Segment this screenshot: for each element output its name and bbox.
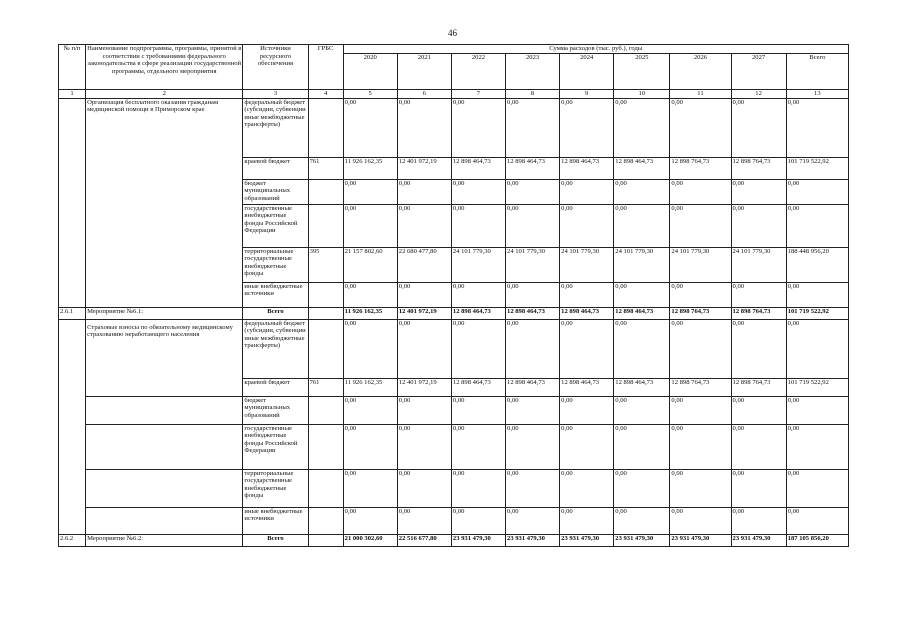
value-cell: 21 157 802,60 (343, 247, 397, 282)
total-value-cell: 12 898 464,73 (560, 307, 614, 319)
col-number: 3 (243, 90, 308, 99)
value-cell: 188 448 956,20 (786, 247, 848, 282)
value-cell: 0,00 (614, 507, 670, 534)
value-cell: 0,00 (451, 204, 505, 247)
grbs-cell (308, 179, 343, 204)
table-row (59, 396, 849, 424)
program-name: Организация бесплатного оказания гражданам медицинской помощи в Приморском крае (86, 98, 243, 307)
value-cell: 0,00 (506, 204, 560, 247)
col-number: 11 (670, 90, 731, 99)
value-cell: 0,00 (343, 179, 397, 204)
value-cell: 0,00 (731, 179, 786, 204)
num-cell (59, 98, 86, 307)
value-cell: 0,00 (670, 179, 731, 204)
grbs-cell (308, 319, 343, 378)
col-number: 12 (731, 90, 786, 99)
grbs-cell (308, 469, 343, 507)
value-cell: 0,00 (343, 469, 397, 507)
total-value-cell: 187 105 856,20 (786, 534, 848, 546)
empty-name-cell (86, 507, 243, 534)
value-cell: 0,00 (670, 319, 731, 378)
header-source: Источники ресурсного обеспечения (243, 45, 308, 90)
value-cell: 0,00 (506, 319, 560, 378)
value-cell: 0,00 (614, 319, 670, 378)
value-cell: 0,00 (506, 396, 560, 424)
value-cell: 0,00 (731, 98, 786, 157)
empty-name-cell (86, 469, 243, 507)
total-value-cell: 23 931 479,30 (506, 534, 560, 546)
grbs-cell (308, 424, 343, 469)
grbs-cell (308, 396, 343, 424)
value-cell: 0,00 (614, 98, 670, 157)
value-cell: 0,00 (343, 282, 397, 307)
total-value-cell: 12 401 972,19 (397, 307, 451, 319)
empty-name-cell (86, 396, 243, 424)
value-cell: 0,00 (397, 469, 451, 507)
value-cell: 0,00 (451, 469, 505, 507)
value-cell: 0,00 (506, 179, 560, 204)
value-cell: 12 898 464,73 (451, 157, 505, 179)
value-cell: 12 898 464,73 (506, 157, 560, 179)
value-cell: 24 101 779,30 (451, 247, 505, 282)
value-cell: 0,00 (560, 282, 614, 307)
source-cell: краевой бюджет (243, 378, 308, 396)
year-cell: Всего (786, 54, 848, 90)
value-cell: 12 898 464,73 (614, 378, 670, 396)
value-cell: 12 401 972,19 (397, 157, 451, 179)
value-cell: 0,00 (731, 396, 786, 424)
value-cell: 0,00 (397, 319, 451, 378)
table-row (59, 424, 849, 469)
col-number: 10 (614, 90, 670, 99)
empty-name-cell (86, 424, 243, 469)
source-cell: бюджет муниципальных образований (243, 179, 308, 204)
value-cell: 12 898 464,73 (451, 378, 505, 396)
total-value-cell: 101 719 522,92 (786, 307, 848, 319)
value-cell: 0,00 (451, 424, 505, 469)
value-cell: 0,00 (560, 319, 614, 378)
value-cell: 0,00 (451, 179, 505, 204)
value-cell: 12 401 972,19 (397, 378, 451, 396)
value-cell: 0,00 (670, 469, 731, 507)
value-cell: 0,00 (670, 98, 731, 157)
value-cell: 0,00 (614, 179, 670, 204)
value-cell: 101 719 522,92 (786, 378, 848, 396)
value-cell: 0,00 (786, 98, 848, 157)
year-cell: 2027 (731, 54, 786, 90)
source-cell: территориальные государственные внебюджетные фонды (243, 469, 308, 507)
value-cell: 12 898 464,73 (506, 378, 560, 396)
col-number: 5 (343, 90, 397, 99)
total-value-cell: 23 931 479,30 (670, 534, 731, 546)
budget-table (58, 44, 849, 547)
value-cell: 0,00 (397, 179, 451, 204)
value-cell: 0,00 (343, 396, 397, 424)
table-row (59, 319, 849, 378)
value-cell: 0,00 (560, 98, 614, 157)
value-cell: 0,00 (786, 507, 848, 534)
value-cell: 0,00 (451, 98, 505, 157)
source-cell: краевой бюджет (243, 157, 308, 179)
total-value-cell: 12 898 464,73 (506, 307, 560, 319)
value-cell: 0,00 (560, 396, 614, 424)
value-cell: 0,00 (397, 424, 451, 469)
value-cell: 12 898 464,73 (614, 157, 670, 179)
value-cell: 12 898 764,73 (731, 378, 786, 396)
item-title: Мероприятие №6.1: (86, 307, 243, 319)
value-cell: 0,00 (560, 507, 614, 534)
value-cell: 12 898 764,73 (731, 157, 786, 179)
source-cell: бюджет муниципальных образований (243, 396, 308, 424)
grbs-cell (308, 98, 343, 157)
value-cell: 0,00 (397, 396, 451, 424)
value-cell: 0,00 (343, 507, 397, 534)
value-cell: 12 898 764,73 (670, 157, 731, 179)
value-cell: 0,00 (731, 282, 786, 307)
value-cell: 0,00 (614, 469, 670, 507)
col-number: 2 (86, 90, 243, 99)
value-cell: 0,00 (560, 204, 614, 247)
value-cell: 0,00 (614, 204, 670, 247)
value-cell: 24 101 779,30 (731, 247, 786, 282)
value-cell: 0,00 (614, 396, 670, 424)
total-label: Всего (243, 534, 308, 546)
value-cell: 0,00 (560, 469, 614, 507)
value-cell: 0,00 (614, 282, 670, 307)
value-cell: 0,00 (451, 507, 505, 534)
header-grbs: ГРБС (308, 45, 343, 90)
total-value-cell: 22 516 677,80 (397, 534, 451, 546)
col-number: 6 (397, 90, 451, 99)
value-cell: 0,00 (451, 396, 505, 424)
measure-name-text: Страховые взносы по обязательному медицинскому страхованию неработающего населения (87, 323, 233, 339)
value-cell: 0,00 (786, 282, 848, 307)
grbs-cell (308, 507, 343, 534)
value-cell: 101 719 522,92 (786, 157, 848, 179)
value-cell: 0,00 (451, 282, 505, 307)
value-cell: 0,00 (451, 319, 505, 378)
col-number: 13 (786, 90, 848, 99)
value-cell: 0,00 (343, 319, 397, 378)
year-cell: 2022 (451, 54, 505, 90)
total-value-cell: 12 898 764,73 (670, 307, 731, 319)
year-cell: 2021 (397, 54, 451, 90)
value-cell: 0,00 (397, 204, 451, 247)
value-cell: 0,00 (343, 98, 397, 157)
value-cell: 0,00 (786, 179, 848, 204)
total-value-cell: 21 000 302,60 (343, 534, 397, 546)
value-cell: 12 898 464,73 (560, 157, 614, 179)
year-cell: 2024 (560, 54, 614, 90)
value-cell: 0,00 (731, 204, 786, 247)
value-cell: 0,00 (397, 282, 451, 307)
value-cell: 0,00 (670, 204, 731, 247)
source-cell: территориальные государственные внебюджетные фонды (243, 247, 308, 282)
total-value-cell: 23 931 479,30 (451, 534, 505, 546)
grbs-cell: 761 (308, 157, 343, 179)
value-cell: 24 101 779,30 (670, 247, 731, 282)
value-cell: 11 926 162,35 (343, 157, 397, 179)
total-value-cell: 12 898 764,73 (731, 307, 786, 319)
table-row (59, 98, 849, 157)
value-cell: 0,00 (397, 507, 451, 534)
value-cell: 24 101 779,30 (614, 247, 670, 282)
value-cell: 0,00 (731, 424, 786, 469)
grbs-cell (308, 534, 343, 546)
col-number: 7 (451, 90, 505, 99)
value-cell: 0,00 (506, 469, 560, 507)
value-cell: 0,00 (506, 424, 560, 469)
value-cell: 0,00 (397, 98, 451, 157)
value-cell: 0,00 (670, 507, 731, 534)
table-row-total (59, 307, 849, 319)
value-cell: 11 926 162,35 (343, 378, 397, 396)
value-cell: 0,00 (670, 396, 731, 424)
source-cell: иные внебюджетные источники (243, 507, 308, 534)
page-number: 46 (448, 28, 457, 38)
value-cell: 0,00 (786, 424, 848, 469)
source-cell: иные внебюджетные источники (243, 282, 308, 307)
value-cell: 0,00 (343, 424, 397, 469)
header-num: № п/п (59, 45, 86, 90)
total-value-cell: 11 926 162,35 (343, 307, 397, 319)
source-cell: государственные внебюджетные фонды Российской Федерации (243, 424, 308, 469)
grbs-cell: 761 (308, 378, 343, 396)
table-row (59, 469, 849, 507)
total-value-cell: 12 898 464,73 (614, 307, 670, 319)
header-row (59, 45, 849, 54)
year-cell: 2025 (614, 54, 670, 90)
source-cell: федеральный бюджет (субсидии, субвенции иные межбюджетные трансферты) (243, 319, 308, 378)
value-cell: 0,00 (343, 204, 397, 247)
value-cell: 0,00 (670, 282, 731, 307)
measure-name (86, 319, 243, 396)
value-cell: 0,00 (614, 424, 670, 469)
value-cell: 0,00 (786, 396, 848, 424)
value-cell: 0,00 (731, 507, 786, 534)
num-cell (59, 319, 86, 534)
source-cell: государственные внебюджетные фонды Российской Федерации (243, 204, 308, 247)
value-cell: 0,00 (506, 507, 560, 534)
value-cell: 24 101 779,30 (560, 247, 614, 282)
value-cell: 0,00 (786, 469, 848, 507)
col-number: 1 (59, 90, 86, 99)
item-title: Мероприятие №6.2: (86, 534, 243, 546)
grbs-cell (308, 307, 343, 319)
col-number: 9 (560, 90, 614, 99)
value-cell: 0,00 (731, 319, 786, 378)
value-cell: 0,00 (560, 179, 614, 204)
value-cell: 12 898 764,73 (670, 378, 731, 396)
item-number: 2.6.1 (59, 307, 86, 319)
total-value-cell: 12 898 464,73 (451, 307, 505, 319)
value-cell: 0,00 (731, 469, 786, 507)
total-value-cell: 23 931 479,30 (731, 534, 786, 546)
value-cell: 12 898 464,73 (560, 378, 614, 396)
value-cell: 0,00 (786, 319, 848, 378)
header-sum-title: Сумма расходов (тыс. руб.), годы (343, 45, 848, 54)
value-cell: 24 101 779,30 (506, 247, 560, 282)
value-cell: 0,00 (670, 424, 731, 469)
value-cell: 0,00 (506, 282, 560, 307)
item-number: 2.6.2 (59, 534, 86, 546)
source-cell: федеральный бюджет (субсидии, субвенции иные межбюджетные трансферты) (243, 98, 308, 157)
value-cell: 0,00 (506, 98, 560, 157)
total-value-cell: 23 931 479,30 (560, 534, 614, 546)
year-cell: 2023 (506, 54, 560, 90)
grbs-cell (308, 204, 343, 247)
year-cell: 2020 (343, 54, 397, 90)
col-number: 8 (506, 90, 560, 99)
grbs-cell: 395 (308, 247, 343, 282)
value-cell: 0,00 (560, 424, 614, 469)
grbs-cell (308, 282, 343, 307)
year-cell: 2026 (670, 54, 731, 90)
total-value-cell: 23 931 479,30 (614, 534, 670, 546)
column-numbers-row (59, 90, 849, 99)
value-cell: 22 680 477,80 (397, 247, 451, 282)
table-row (59, 507, 849, 534)
total-label: Всего (243, 307, 308, 319)
table-row-total (59, 534, 849, 546)
value-cell: 0,00 (786, 204, 848, 247)
header-name: Наименование подпрограммы, программы, принятой в соответствии с требованиями федерального законодательства в сфере реализации государственной программы, отдельного мероприятия (86, 45, 243, 90)
col-number: 4 (308, 90, 343, 99)
